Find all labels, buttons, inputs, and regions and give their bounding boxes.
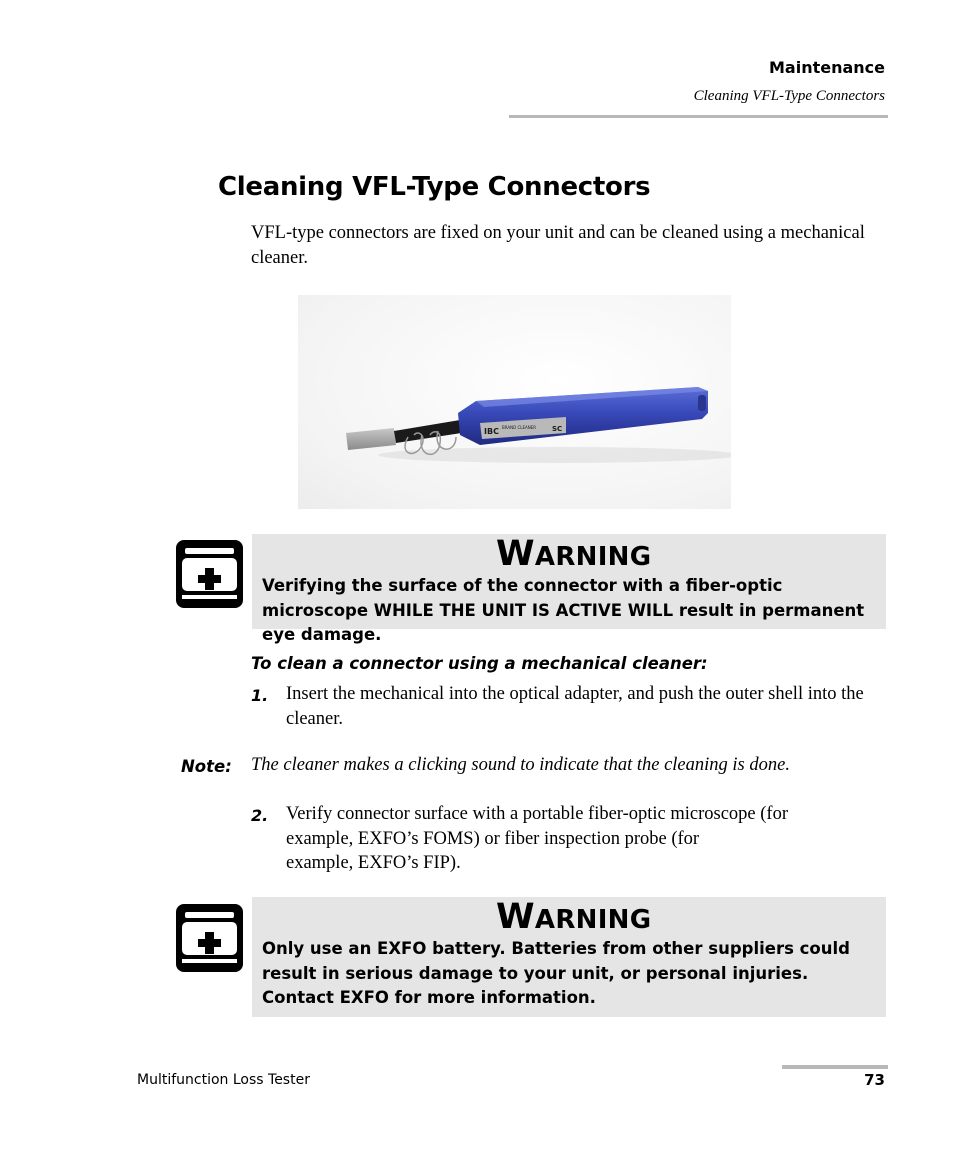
mechanical-cleaner-illustration <box>298 295 731 509</box>
warning-icon <box>176 904 243 972</box>
step-number: 1. <box>251 686 269 705</box>
mechanical-cleaner-photo <box>298 295 731 509</box>
cleaner-label-code: SC <box>552 425 563 433</box>
warning-box <box>252 534 886 644</box>
footer-product-name: Multifunction Loss Tester <box>137 1072 310 1088</box>
step-text: Insert the mechanical into the optical adapter, and push the outer shell into the cleaner. <box>286 684 864 729</box>
warning-box <box>252 897 886 1017</box>
warning-title <box>496 534 651 574</box>
warning-title <box>496 897 651 937</box>
warning-title-initial: W <box>496 897 535 937</box>
step-text <box>286 802 886 876</box>
note-label: Note: <box>181 757 232 776</box>
warning-text: Only use an EXFO battery. Batteries from other suppliers could result in serious damage to your unit, or personal injuries. Contact EXFO for more information. <box>262 939 850 1007</box>
page-number: 73 <box>864 1071 885 1089</box>
warning-title-rest: ARNING <box>534 905 652 935</box>
intro-paragraph: VFL-type connectors are fixed on your unit and can be cleaned using a mechanical cleaner. <box>251 223 865 268</box>
step-number: 2. <box>251 806 269 825</box>
running-header-title: Maintenance <box>768 58 885 77</box>
step-text-line: example, EXFO’s FIP). <box>286 853 461 873</box>
section-title: Cleaning VFL-Type Connectors <box>218 172 651 202</box>
procedure-title: To clean a connector using a mechanical cleaner: <box>251 654 708 673</box>
cleaner-label-text: BRAND CLEANER <box>502 425 537 430</box>
step-text-line: example, EXFO’s FOMS) or fiber inspection probe (for <box>286 828 700 849</box>
note-text: The cleaner makes a clicking sound to indicate that the cleaning is done. <box>251 755 790 775</box>
warning-text: Verifying the surface of the connector with a fiber-optic microscope WHILE THE UNIT IS ACTIVE WILL result in permanent eye damage. <box>262 576 865 644</box>
header-rule <box>509 115 888 118</box>
running-header-subtitle: Cleaning VFL-Type Connectors <box>693 88 885 104</box>
footer-rule <box>782 1065 888 1069</box>
cleaner-label-brand: IBC <box>484 427 499 436</box>
warning-title-initial: W <box>496 534 535 574</box>
warning-title-rest: ARNING <box>534 542 652 572</box>
step-text-line: Verify connector surface with a portable fiber-optic microscope (for <box>286 804 788 824</box>
warning-icon <box>176 540 243 608</box>
